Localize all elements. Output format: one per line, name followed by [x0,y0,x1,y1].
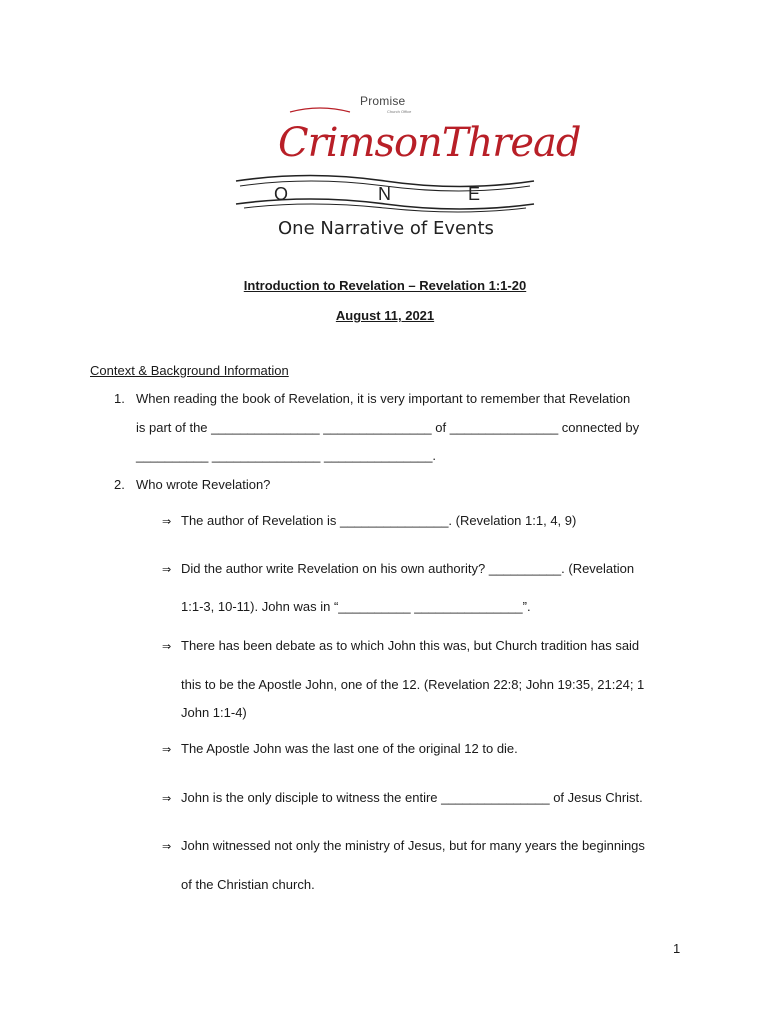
document-title: Introduction to Revelation – Revelation 1:1-20 [243,278,527,293]
publisher-subtitle: Church Office [387,109,412,114]
arrow-bullet-icon: ⇒ [162,841,172,853]
list-item-line: Who wrote Revelation? [136,477,271,492]
document-date: August 11, 2021 [335,308,435,323]
crimson-thread-logo [230,90,581,240]
logo-tagline: One Narrative of Events [278,218,494,239]
arrow-bullet-icon: ⇒ [162,564,172,576]
arrow-bullet-icon: ⇒ [162,744,172,756]
publisher-name: Promise [360,94,406,108]
bullet-line: There has been debate as to which John this was, but Church tradition has said [181,638,640,653]
list-item-line: is part of the _______________ _______________ of _______________ connected by [136,420,640,435]
page-number: 1 [673,941,681,956]
one-letter-n: N [378,184,392,204]
bullet-line: 1:1-3, 10-11). John was in “__________ _______________”. [181,599,531,614]
one-letter-o: O [274,184,290,204]
list-item-line: __________ _______________ _______________. [136,448,437,463]
bullet-line: of the Christian church. [181,877,315,892]
bullet-line: John 1:1-4) [181,705,247,720]
bullet-line: Did the author write Revelation on his own authority? __________. (Revelation [181,561,635,576]
list-item-number: 2. [114,477,125,492]
bullet-line: The Apostle John was the last one of the original 12 to die. [181,741,518,756]
arrow-bullet-icon: ⇒ [162,516,172,528]
section-heading: Context & Background Information [90,363,289,378]
list-item-line: When reading the book of Revelation, it is very important to remember that Revelation [136,391,631,406]
arrow-bullet-icon: ⇒ [162,793,172,805]
list-item-number: 1. [114,391,125,406]
bullet-line: John witnessed not only the ministry of Jesus, but for many years the beginnings [181,838,645,853]
arrow-bullet-icon: ⇒ [162,641,172,653]
bullet-line: this to be the Apostle John, one of the 12. (Revelation 22:8; John 19:35, 21:24; 1 [181,677,645,692]
bullet-line: John is the only disciple to witness the entire _______________ of Jesus Christ. [181,790,643,805]
brand-script-text: CrimsonThread [278,120,581,166]
one-letter-e: E [468,184,482,204]
bullet-line: The author of Revelation is _______________. (Revelation 1:1, 4, 9) [181,513,577,528]
